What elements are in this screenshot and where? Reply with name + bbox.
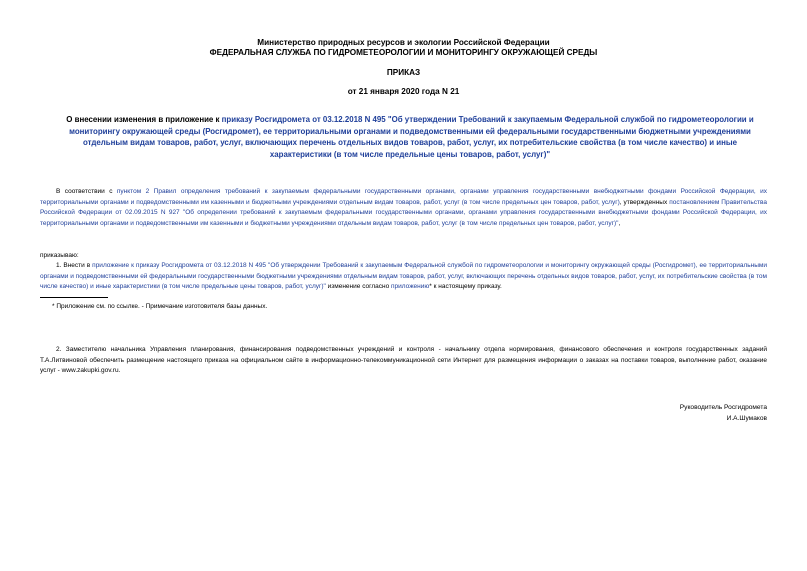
doc-date-number: от 21 января 2020 года N 21: [347, 87, 460, 96]
doc-type-heading: ПРИКАЗ: [386, 68, 421, 77]
item-2-paragraph: 2. Заместителю начальника Управления планирования, финансирования подведомственных учреждений и контроля - начальнику отдела нормирования, финансового обеспечения и контроля государственных заданий Т.А.Литвиновой обеспечить размещение настоящего приказа на официальном сайте в информационно-телекоммуникационной сети Интернет для размещения информации о заказах на поставки товаров, выполнение работ, оказание услуг - www.zakupki.gov.ru.: [40, 346, 767, 375]
preamble-text-2: , утвержденных: [619, 198, 670, 206]
item-1-paragraph: [40, 261, 767, 293]
rules-point-link[interactable]: пунктом 2 Правил определения требований к закупаемым федеральными государственными органами, органами управления государственными внебюджетными фондами Российской Федерации, их территориальными органами и подведомственными им казенными и бюджетными учреждениями отдельным видам товаров, работ, услуг (в том числе предельных цен товаров, работ, услуг): [40, 188, 767, 206]
government-decree-link[interactable]: постановлением Правительства Российской Федерации от 02.09.2015 N 927 "Об определении требований к закупаемым федеральными государственными органами, органами управления государственными внебюджетными фондами Российской Федерации, их территориальными органами и подведомственными им казенными и бюджетными учреждениями отдельным видам товаров, работ, услуг (в том числе предельных цен товаров, работ, услуг)": [40, 198, 767, 227]
item-1-text-1: 1. Внести в: [56, 262, 93, 269]
footnote: * Приложение см. по ссылке. - Примечание изготовителя базы данных.: [52, 303, 268, 310]
service-heading: ФЕДЕРАЛЬНАЯ СЛУЖБА ПО ГИДРОМЕТЕОРОЛОГИИ И МОНИТОРИНГУ ОКРУЖАЮЩЕЙ СРЕДЫ: [209, 48, 598, 57]
title-prefix: О внесении изменения в приложение к: [66, 115, 222, 124]
order-keyword: приказываю:: [40, 252, 79, 259]
signer-position: Руководитель Росгидромета: [679, 404, 767, 411]
ministry-heading: Министерство природных ресурсов и экологии Российской Федерации: [257, 38, 550, 47]
title-order-link[interactable]: приказу Росгидромета от 03.12.2018 N 495 "Об утверждении Требований к закупаемым Федеральной службой по гидрометеорологии и мониторингу окружающей среды (Росгидромет), ее территориальными органами и подведомственными ей федеральными государственными бюджетными учреждениями отдельным видам товаров, работ, услуг, включающих перечень отдельных видов товаров, работ, услуг, их потребительские свойства (в том числе качество) и иные характеристики (в том числе предельные цены товаров, работ, услуг)": [69, 115, 754, 159]
document-title: [60, 114, 760, 160]
footnote-divider: [40, 297, 108, 298]
preamble-text-1: В соответствии с: [56, 188, 117, 195]
appendix-link[interactable]: приложению: [391, 283, 430, 291]
appendix-order-link[interactable]: приложение к приказу Росгидромета от 03.12.2018 N 495 "Об утверждении Требований к закупаемым Федеральной службой по гидрометеорологии и мониторингу окружающей среды (Росгидромет), ее территориальными органами и подведомственными ей федеральными государственными бюджетными учреждениями отдельным видам товаров, работ, услуг, включающих перечень отдельных видов товаров, работ, услуг, их потребительские свойства (в том числе качество) и иные характеристики (в том числе предельные цены товаров, работ, услуг)": [40, 262, 767, 291]
signer-name: И.А.Шумаков: [726, 415, 767, 422]
preamble-paragraph: [40, 187, 767, 229]
preamble-text-3: ,: [618, 219, 621, 227]
item-1-text-2: изменение согласно: [325, 283, 392, 291]
item-1-text-3: * к настоящему приказу.: [429, 283, 502, 291]
